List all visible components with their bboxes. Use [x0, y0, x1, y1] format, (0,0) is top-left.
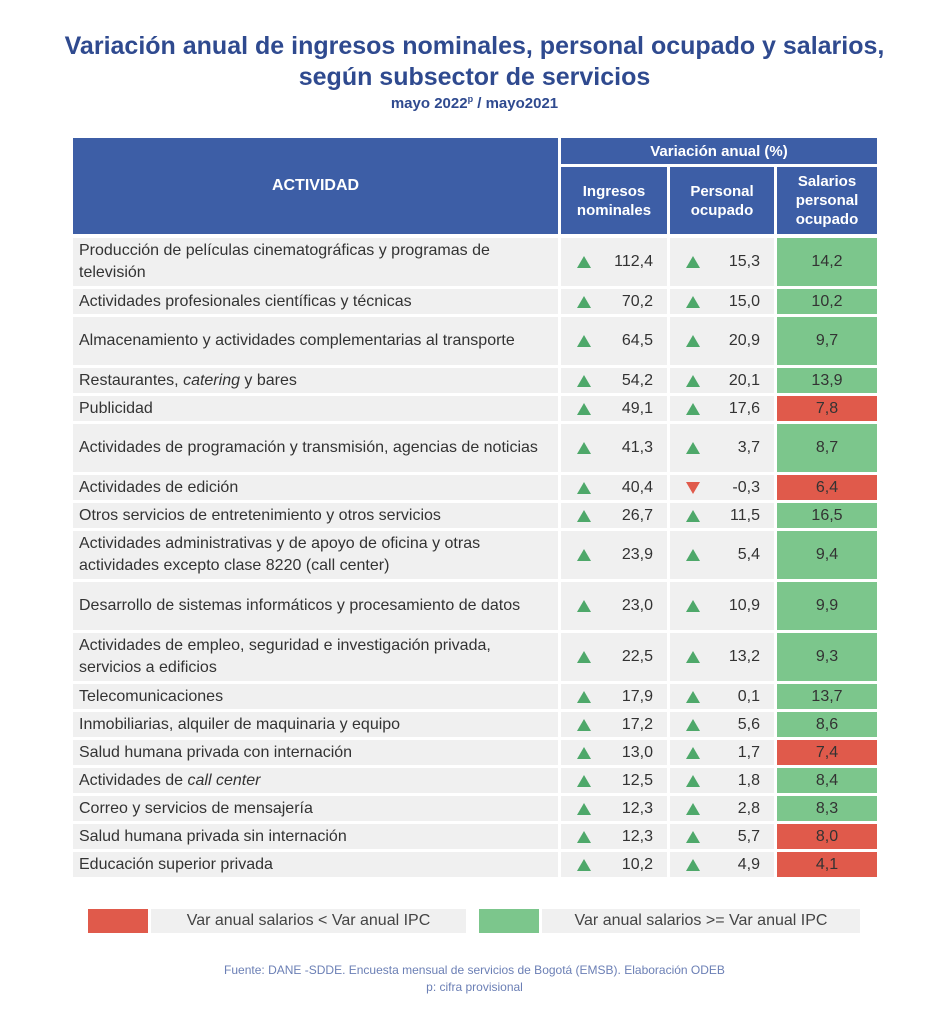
up-triangle-icon	[577, 442, 591, 454]
personal-value: 5,6	[737, 715, 760, 733]
up-triangle-icon	[577, 859, 591, 871]
up-triangle-icon	[686, 600, 700, 612]
up-triangle-icon	[686, 859, 700, 871]
up-triangle-icon	[577, 375, 591, 387]
ingresos-value: 112,4	[614, 253, 653, 270]
ingresos-cell	[561, 712, 667, 737]
personal-cell	[670, 684, 774, 709]
activity-cell	[73, 503, 558, 528]
personal-value: 4,9	[737, 855, 760, 873]
personal-value: 0,1	[737, 687, 760, 705]
up-triangle-icon	[577, 510, 591, 522]
up-triangle-icon	[577, 831, 591, 843]
activity-label: Educación superior privada	[79, 855, 273, 873]
ingresos-value: 10,2	[621, 855, 653, 873]
up-triangle-icon	[686, 375, 700, 387]
table-row	[0, 712, 949, 737]
activity-cell	[73, 582, 558, 630]
salarios-value: 7,8	[777, 396, 877, 421]
up-triangle-icon	[686, 335, 700, 347]
ingresos-cell	[561, 396, 667, 421]
salarios-value: 8,0	[777, 824, 877, 849]
header-salarios-personal-ocupado: Salarios personal ocupado	[777, 167, 877, 234]
ingresos-value: 49,1	[621, 399, 653, 417]
activity-cell	[73, 852, 558, 877]
up-triangle-icon	[577, 549, 591, 561]
header-ingresos-nominales: Ingresos nominales	[561, 167, 667, 234]
up-triangle-icon	[577, 482, 591, 494]
activity-label: Actividades de empleo, seguridad e investigación privada, servicios a edificios	[79, 637, 491, 676]
up-triangle-icon	[686, 296, 700, 308]
ingresos-cell	[561, 503, 667, 528]
personal-cell	[670, 424, 774, 472]
ingresos-cell	[561, 317, 667, 365]
activity-label: Actividades de call center	[79, 771, 261, 789]
ingresos-cell	[561, 684, 667, 709]
up-triangle-icon	[686, 775, 700, 787]
salarios-value: 16,5	[777, 503, 877, 528]
up-triangle-icon	[577, 600, 591, 612]
ingresos-cell	[561, 238, 667, 286]
personal-value: 10,9	[728, 597, 760, 614]
activity-cell	[73, 238, 558, 286]
activity-label: Correo y servicios de mensajería	[79, 799, 313, 817]
salarios-value: 6,4	[777, 475, 877, 500]
ingresos-cell	[561, 289, 667, 314]
personal-cell	[670, 238, 774, 286]
activity-label: Desarrollo de sistemas informáticos y procesamiento de datos	[79, 597, 521, 614]
up-triangle-icon	[686, 549, 700, 561]
personal-value: 13,2	[728, 648, 760, 665]
up-triangle-icon	[686, 651, 700, 663]
personal-cell	[670, 289, 774, 314]
salarios-value: 13,9	[777, 368, 877, 393]
table-row	[0, 424, 949, 472]
personal-cell	[670, 368, 774, 393]
ingresos-value: 70,2	[621, 292, 653, 310]
activity-label: Almacenamiento y actividades complementarias al transporte	[79, 332, 515, 349]
up-triangle-icon	[577, 296, 591, 308]
up-triangle-icon	[577, 691, 591, 703]
up-triangle-icon	[686, 510, 700, 522]
table-row	[0, 317, 949, 365]
activity-cell	[73, 531, 558, 579]
up-triangle-icon	[577, 256, 591, 268]
activity-label: Publicidad	[79, 399, 153, 417]
table-row	[0, 824, 949, 849]
table-row	[0, 368, 949, 393]
ingresos-cell	[561, 796, 667, 821]
activity-cell	[73, 684, 558, 709]
table-row	[0, 396, 949, 421]
chart-title-line2: según subsector de servicios	[298, 63, 651, 91]
ingresos-value: 41,3	[621, 439, 653, 456]
source-note: Fuente: DANE -SDDE. Encuesta mensual de servicios de Bogotá (EMSB). Elaboración ODEB	[224, 963, 725, 977]
ingresos-value: 26,7	[621, 506, 653, 524]
activity-label: Salud humana privada con internación	[79, 743, 353, 761]
subtitle-sup: p	[467, 94, 474, 104]
personal-cell	[670, 852, 774, 877]
salarios-value: 9,7	[777, 317, 877, 365]
up-triangle-icon	[577, 803, 591, 815]
salarios-value: 8,6	[777, 712, 877, 737]
personal-value: 1,7	[737, 743, 760, 761]
table-row	[0, 475, 949, 500]
ingresos-value: 64,5	[621, 332, 653, 349]
ingresos-cell	[561, 824, 667, 849]
activity-cell	[73, 424, 558, 472]
personal-cell	[670, 712, 774, 737]
salarios-value: 7,4	[777, 740, 877, 765]
chart-subtitle	[0, 94, 949, 112]
personal-cell	[670, 503, 774, 528]
personal-cell	[670, 475, 774, 500]
up-triangle-icon	[686, 747, 700, 759]
activity-label: Actividades profesionales científicas y técnicas	[79, 292, 412, 310]
activity-label: Actividades de edición	[79, 478, 239, 496]
activity-label: Actividades de programación y transmisión, agencias de noticias	[79, 439, 538, 456]
subtitle-main: mayo 2022	[390, 95, 468, 112]
ingresos-value: 13,0	[621, 743, 653, 761]
personal-cell	[670, 582, 774, 630]
ingresos-value: 17,9	[621, 687, 653, 705]
activity-cell	[73, 368, 558, 393]
table-row	[0, 531, 949, 579]
down-triangle-icon	[686, 482, 700, 494]
personal-cell	[670, 633, 774, 681]
up-triangle-icon	[577, 775, 591, 787]
ingresos-cell	[561, 475, 667, 500]
ingresos-cell	[561, 424, 667, 472]
up-triangle-icon	[577, 719, 591, 731]
activity-label: Telecomunicaciones	[79, 687, 224, 705]
activity-cell	[73, 289, 558, 314]
ingresos-cell	[561, 852, 667, 877]
up-triangle-icon	[577, 651, 591, 663]
activity-cell	[73, 475, 558, 500]
ingresos-value: 12,3	[621, 799, 653, 817]
personal-value: 1,8	[737, 771, 760, 789]
activity-label: Restaurantes, catering y bares	[79, 371, 297, 389]
activity-cell	[73, 768, 558, 793]
salarios-value: 9,4	[777, 531, 877, 579]
salarios-value: 8,7	[777, 424, 877, 472]
ingresos-cell	[561, 368, 667, 393]
activity-cell	[73, 740, 558, 765]
personal-cell	[670, 824, 774, 849]
subtitle-rest: / mayo2021	[473, 95, 559, 112]
ingresos-value: 40,4	[621, 478, 653, 496]
ingresos-value: 17,2	[621, 715, 653, 733]
personal-cell	[670, 531, 774, 579]
up-triangle-icon	[686, 691, 700, 703]
personal-value: 20,1	[728, 371, 760, 389]
ingresos-value: 23,9	[621, 546, 653, 563]
activity-label: Producción de películas cinematográficas y programas de televisión	[79, 242, 490, 281]
ingresos-cell	[561, 768, 667, 793]
personal-cell	[670, 740, 774, 765]
personal-value: 15,0	[728, 292, 760, 310]
personal-value: 2,8	[737, 799, 760, 817]
ingresos-value: 23,0	[621, 597, 653, 614]
personal-value: 3,7	[737, 439, 760, 456]
up-triangle-icon	[577, 747, 591, 759]
table-row	[0, 582, 949, 630]
table-row	[0, 238, 949, 286]
activity-cell	[73, 317, 558, 365]
table-row	[0, 503, 949, 528]
up-triangle-icon	[686, 803, 700, 815]
table-row	[0, 684, 949, 709]
activity-cell	[73, 712, 558, 737]
ingresos-cell	[561, 633, 667, 681]
ingresos-value: 12,5	[621, 771, 653, 789]
up-triangle-icon	[577, 403, 591, 415]
ingresos-cell	[561, 582, 667, 630]
activity-cell	[73, 824, 558, 849]
table-row	[0, 633, 949, 681]
personal-value: 11,5	[730, 506, 760, 524]
personal-value: 5,7	[737, 827, 760, 845]
personal-cell	[670, 317, 774, 365]
header-actividad: ACTIVIDAD	[73, 138, 558, 234]
header-personal-ocupado: Personal ocupado	[670, 167, 774, 234]
table-row	[0, 768, 949, 793]
activity-label: Actividades administrativas y de apoyo de oficina y otras actividades excepto clase 8220 (call center)	[79, 535, 481, 574]
activity-cell	[73, 633, 558, 681]
personal-cell	[670, 796, 774, 821]
personal-cell	[670, 768, 774, 793]
personal-value: 5,4	[737, 546, 760, 563]
legend-green-swatch	[479, 909, 539, 933]
table-row	[0, 289, 949, 314]
up-triangle-icon	[686, 256, 700, 268]
legend-green-label: Var anual salarios >= Var anual IPC	[542, 909, 860, 933]
table-row	[0, 852, 949, 877]
activity-cell	[73, 396, 558, 421]
up-triangle-icon	[686, 719, 700, 731]
ingresos-value: 22,5	[621, 648, 653, 665]
personal-value: 17,6	[728, 399, 760, 417]
salarios-value: 9,3	[777, 633, 877, 681]
up-triangle-icon	[686, 442, 700, 454]
legend-red-label: Var anual salarios < Var anual IPC	[151, 909, 466, 933]
salarios-value: 14,2	[777, 238, 877, 286]
salarios-value: 9,9	[777, 582, 877, 630]
chart-title-line1: Variación anual de ingresos nominales, personal ocupado y salarios,	[64, 32, 885, 60]
provisional-note: p: cifra provisional	[426, 980, 523, 994]
activity-label: Inmobiliarias, alquiler de maquinaria y equipo	[79, 715, 401, 733]
salarios-value: 8,4	[777, 768, 877, 793]
ingresos-cell	[561, 740, 667, 765]
up-triangle-icon	[577, 335, 591, 347]
salarios-value: 4,1	[777, 852, 877, 877]
salarios-value: 10,2	[777, 289, 877, 314]
up-triangle-icon	[686, 831, 700, 843]
personal-value: -0,3	[732, 478, 760, 496]
table-row	[0, 796, 949, 821]
activity-label: Otros servicios de entretenimiento y otros servicios	[79, 506, 441, 524]
up-triangle-icon	[686, 403, 700, 415]
salarios-value: 8,3	[777, 796, 877, 821]
header-variacion-anual: Variación anual (%)	[561, 138, 877, 164]
activity-cell	[73, 796, 558, 821]
ingresos-cell	[561, 531, 667, 579]
legend-red-swatch	[88, 909, 148, 933]
activity-label: Salud humana privada sin internación	[79, 827, 347, 845]
ingresos-value: 54,2	[621, 371, 653, 389]
ingresos-value: 12,3	[621, 827, 653, 845]
personal-value: 20,9	[728, 332, 760, 349]
table-row	[0, 740, 949, 765]
personal-cell	[670, 396, 774, 421]
personal-value: 15,3	[728, 253, 760, 270]
salarios-value: 13,7	[777, 684, 877, 709]
